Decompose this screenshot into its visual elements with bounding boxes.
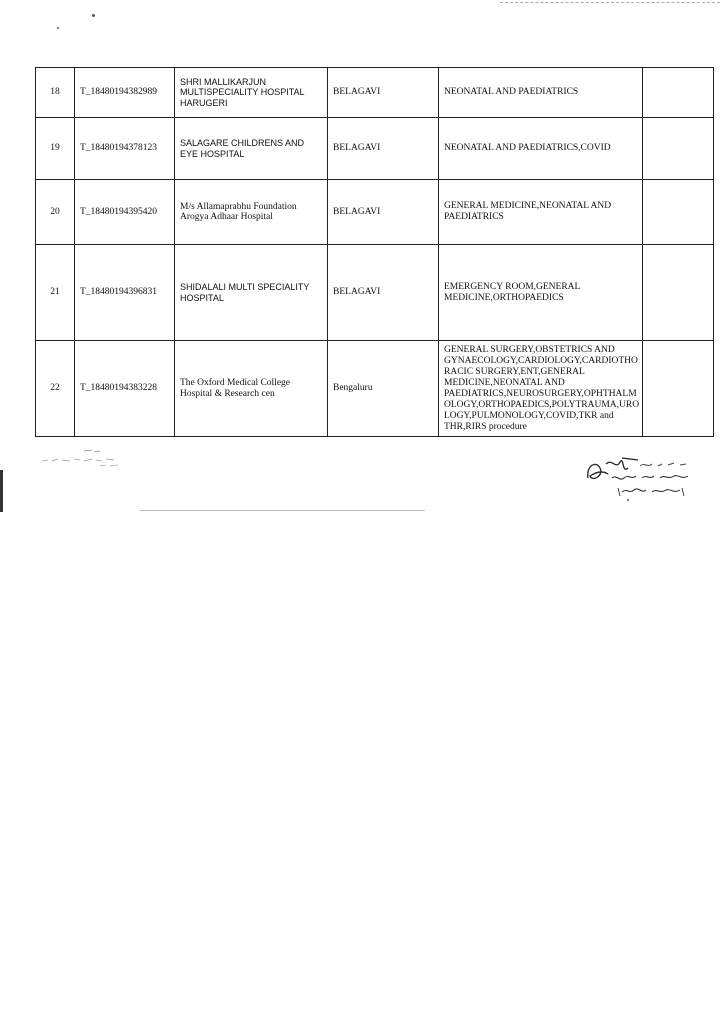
hospital-name-cell xyxy=(175,245,328,341)
scan-speck xyxy=(92,14,95,17)
scan-noise-marks xyxy=(40,447,150,467)
hospital-id-cell: T_18480194382989 xyxy=(75,68,175,118)
district-cell: BELAGAVI xyxy=(328,245,439,341)
hospital-id-cell: T_18480194395420 xyxy=(75,180,175,245)
district-cell: Bengaluru xyxy=(328,341,439,437)
hospital-name-text: SHRI MALLIKARJUN MULTISPECIALITY HOSPITAL HARUGERI xyxy=(180,76,305,108)
sl-no-cell: 22 xyxy=(36,341,75,437)
hospital-name-text: SALAGARE CHILDRENS AND EYE HOSPITAL xyxy=(180,138,305,159)
specialities-cell: GENERAL MEDICINE,NEONATAL AND PAEDIATRICS xyxy=(439,180,643,245)
sl-no-cell: 18 xyxy=(36,68,75,118)
specialities-cell: NEONATAL AND PAEDIATRICS,COVID xyxy=(439,118,643,180)
district-cell: BELAGAVI xyxy=(328,180,439,245)
empty-cell xyxy=(643,245,714,341)
specialities-cell: NEONATAL AND PAEDIATRICS xyxy=(439,68,643,118)
hospital-name-cell xyxy=(175,118,328,180)
hospital-name-text: SHIDALALI MULTI SPECIALITY HOSPITAL xyxy=(180,282,310,303)
hospital-id-cell: T_18480194396831 xyxy=(75,245,175,341)
hospital-name-cell xyxy=(175,341,328,437)
table-row xyxy=(36,118,714,180)
district-cell: BELAGAVI xyxy=(328,118,439,180)
scan-top-dashes xyxy=(500,2,720,4)
empty-cell xyxy=(643,118,714,180)
empty-cell xyxy=(643,68,714,118)
empty-cell xyxy=(643,341,714,437)
hospital-name-text: M/s Allamaprabhu Foundation Arogya Adhaar Hospital xyxy=(180,201,297,222)
hospital-table xyxy=(35,67,714,437)
hospital-name-cell xyxy=(175,180,328,245)
sl-no-cell: 21 xyxy=(36,245,75,341)
official-signature xyxy=(582,448,712,503)
specialities-cell: GENERAL SURGERY,OBSTETRICS AND GYNAECOLOGY,CARDIOLOGY,CARDIOTHO RACIC SURGERY,ENT,GENERAL MEDICINE,NEONATAL AND PAEDIATRICS,NEUROSURGERY,OPHTHALM OLOGY,ORTHOPAEDICS,POLYTRAUMA,URO LOGY,PULMONOLOGY,COVID,TKR and THR,RIRS procedure xyxy=(439,341,643,437)
table-row xyxy=(36,180,714,245)
specialities-cell: EMERGENCY ROOM,GENERAL MEDICINE,ORTHOPAEDICS xyxy=(439,245,643,341)
hospital-id-cell: T_18480194378123 xyxy=(75,118,175,180)
sl-no-cell: 19 xyxy=(36,118,75,180)
scan-edge-mark xyxy=(0,470,3,512)
hospital-id-cell: T_18480194383228 xyxy=(75,341,175,437)
hospital-name-cell xyxy=(175,68,328,118)
district-cell: BELAGAVI xyxy=(328,68,439,118)
hospital-name-text: The Oxford Medical College Hospital & Research cen xyxy=(180,378,291,399)
table-row xyxy=(36,341,714,437)
scan-speck xyxy=(57,27,59,29)
sl-no-cell: 20 xyxy=(36,180,75,245)
empty-cell xyxy=(643,180,714,245)
table-row xyxy=(36,245,714,341)
table-row xyxy=(36,68,714,118)
footer-rule xyxy=(140,510,425,511)
